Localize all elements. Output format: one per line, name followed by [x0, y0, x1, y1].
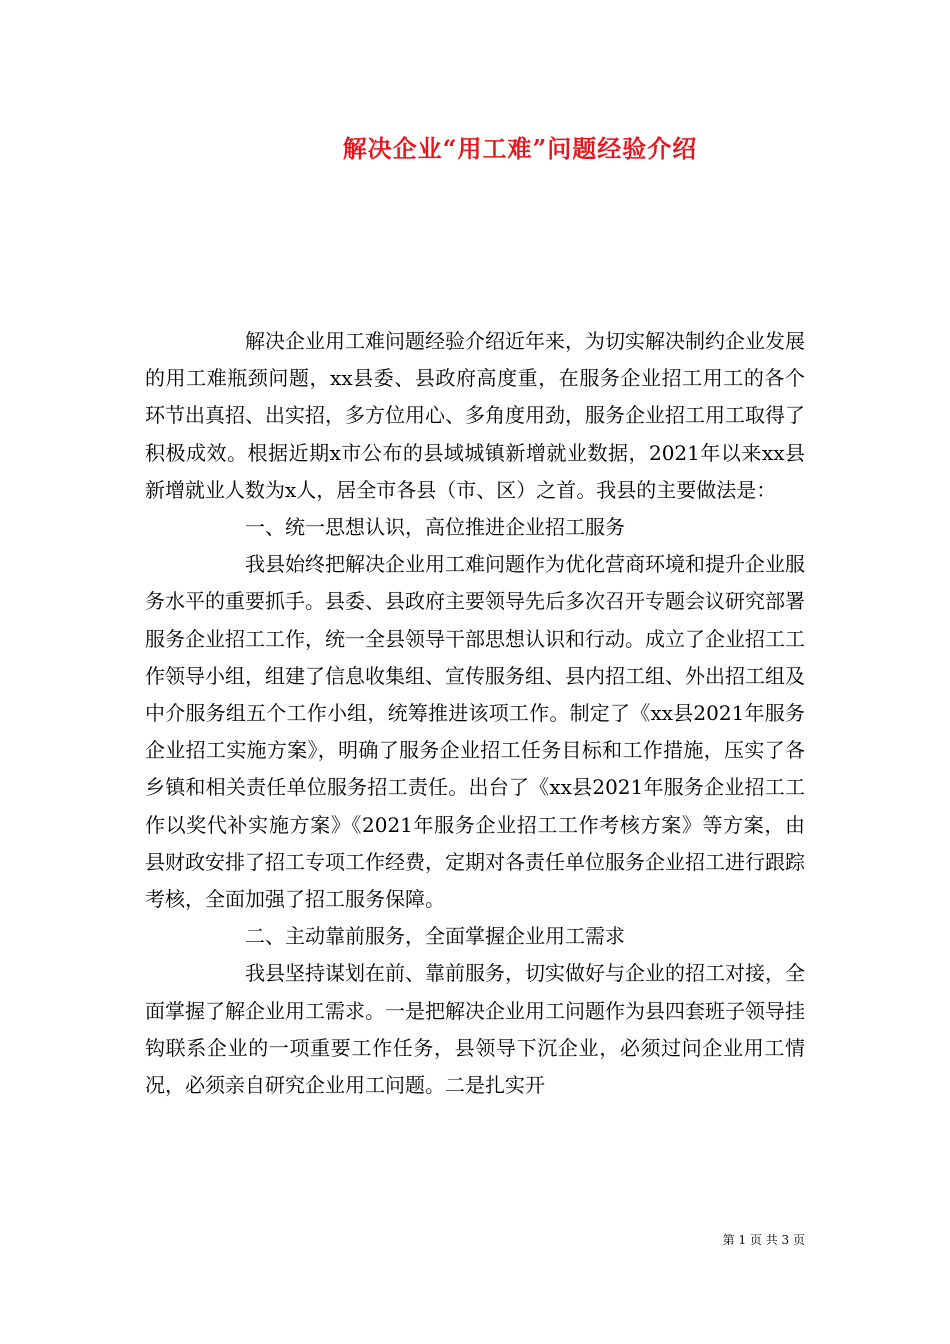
page-number-footer: 第 1 页 共 3 页 [722, 1233, 805, 1247]
document-body [145, 323, 805, 1104]
section-body-1: 我县始终把解决企业用工难问题作为优化营商环境和提升企业服务水平的重要抓手。县委、县政府主要领导先后多次召开专题会议研究部署服务企业招工工作，统一全县领导干部思想认识和行动。成立了企业招工工作领导小组，组建了信息收集组、宣传服务组、县内招工组、外出招工组及中介服务组五个工作小组，统筹推进该项工作。制定了《xx县2021年服务企业招工实施方案》，明确了服务企业招工任务目标和工作措施，压实了各乡镇和相关责任单位服务招工责任。出台了《xx县2021年服务企业招工工作以奖代补实施方案》《2021年服务企业招工工作考核方案》等方案，由县财政安排了招工专项工作经费，定期对各责任单位服务企业招工进行跟踪考核，全面加强了招工服务保障。 [145, 552, 805, 912]
section-body-2: 我县坚持谋划在前、靠前服务，切实做好与企业的招工对接，全面掌握了解企业用工需求。一是把解决企业用工问题作为县四套班子领导挂钩联系企业的一项重要工作任务，县领导下沉企业，必须过问企业用工情况，必须亲自研究企业用工问题。二是扎实开 [145, 961, 805, 1098]
section-heading-1: 一、统一思想认识，高位推进企业招工服务 [245, 515, 625, 540]
section-heading-2: 二、主动靠前服务，全面掌握企业用工需求 [245, 924, 625, 949]
page-title: 解决企业“用工难”问题经验介绍 [342, 134, 698, 163]
intro-paragraph: 解决企业用工难问题经验介绍近年来，为切实解决制约企业发展的用工难瓶颈问题，xx县委、县政府高度重，在服务企业招工用工的各个环节出真招、出实招，多方位用心、多角度用劲，服务企业招工用工取得了积极成效。根据近期x市公布的县域城镇新增就业数据，2021年以来xx县新增就业人数为x人，居全市各县（市、区）之首。我县的主要做法是： [145, 329, 805, 502]
